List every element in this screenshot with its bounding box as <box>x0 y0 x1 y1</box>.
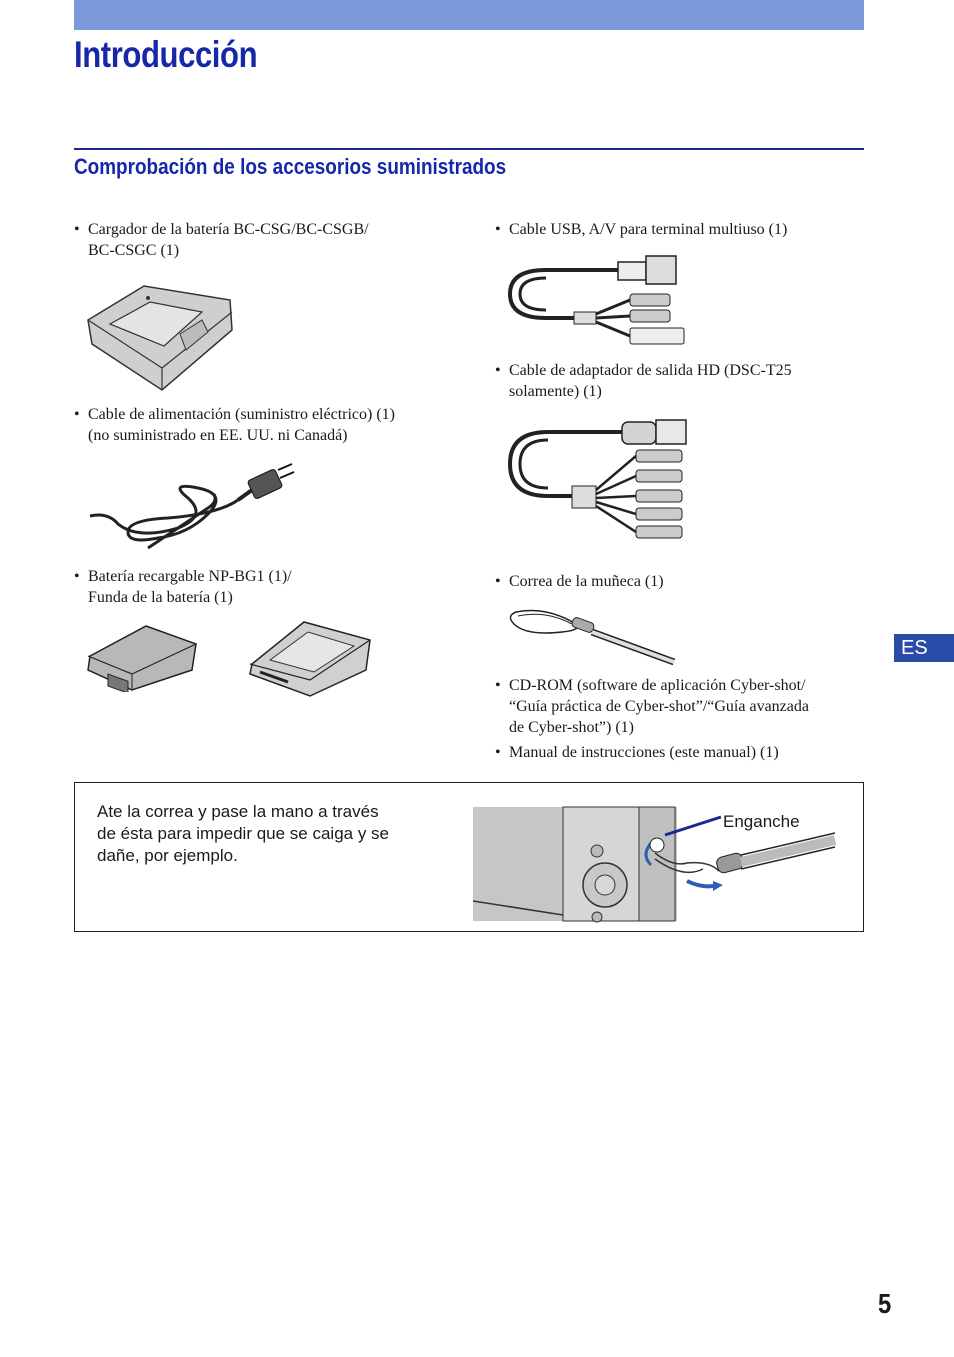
language-tab: ES <box>894 634 954 662</box>
page-number: 5 <box>878 1288 892 1319</box>
list-item-charger: • Cargador de la batería BC-CSG/BC-CSGB/ BC-CSGC (1) <box>74 219 468 261</box>
page-title: Introducción <box>74 34 258 75</box>
header-bar <box>74 0 864 30</box>
hd-adapter-cable-illustration <box>506 418 692 544</box>
strap-note-text: Ate la correa y pase la mano a través de ésta para impedir que se caiga y se dañe, por ejemplo. <box>97 802 390 865</box>
section-title: Comprobación de los accesorios suministrados <box>74 154 507 179</box>
list-item-battery: • Batería recargable NP-BG1 (1)/ Funda de la batería (1) <box>74 566 468 608</box>
list-item-wrist-strap: • Correa de la muñeca (1) <box>495 571 869 592</box>
list-item-power-cord: • Cable de alimentación (suministro eléctrico) (1) (no suministrado en EE. UU. ni Canadá) <box>74 404 468 446</box>
list-item-hd-cable: • Cable de adaptador de salida HD (DSC-T25 solamente) (1) <box>495 360 869 402</box>
power-cord-illustration <box>88 458 308 556</box>
section-divider <box>74 148 864 150</box>
list-item-cdrom: • CD-ROM (software de aplicación Cyber-shot/ “Guía práctica de Cyber-shot”/“Guía avanzada de Cyber-shot”) (1) <box>495 675 869 738</box>
battery-charger-illustration <box>84 272 238 396</box>
strap-note-box <box>74 782 864 932</box>
wrist-strap-illustration <box>506 602 682 666</box>
battery-illustration <box>86 622 200 692</box>
list-item-usb-cable: • Cable USB, A/V para terminal multiuso (1) <box>495 219 869 240</box>
hook-label: Enganche <box>723 812 800 831</box>
list-item-manual: • Manual de instrucciones (este manual) (1) <box>495 742 869 763</box>
usb-av-cable-illustration <box>506 250 690 350</box>
battery-case-illustration <box>248 618 374 698</box>
